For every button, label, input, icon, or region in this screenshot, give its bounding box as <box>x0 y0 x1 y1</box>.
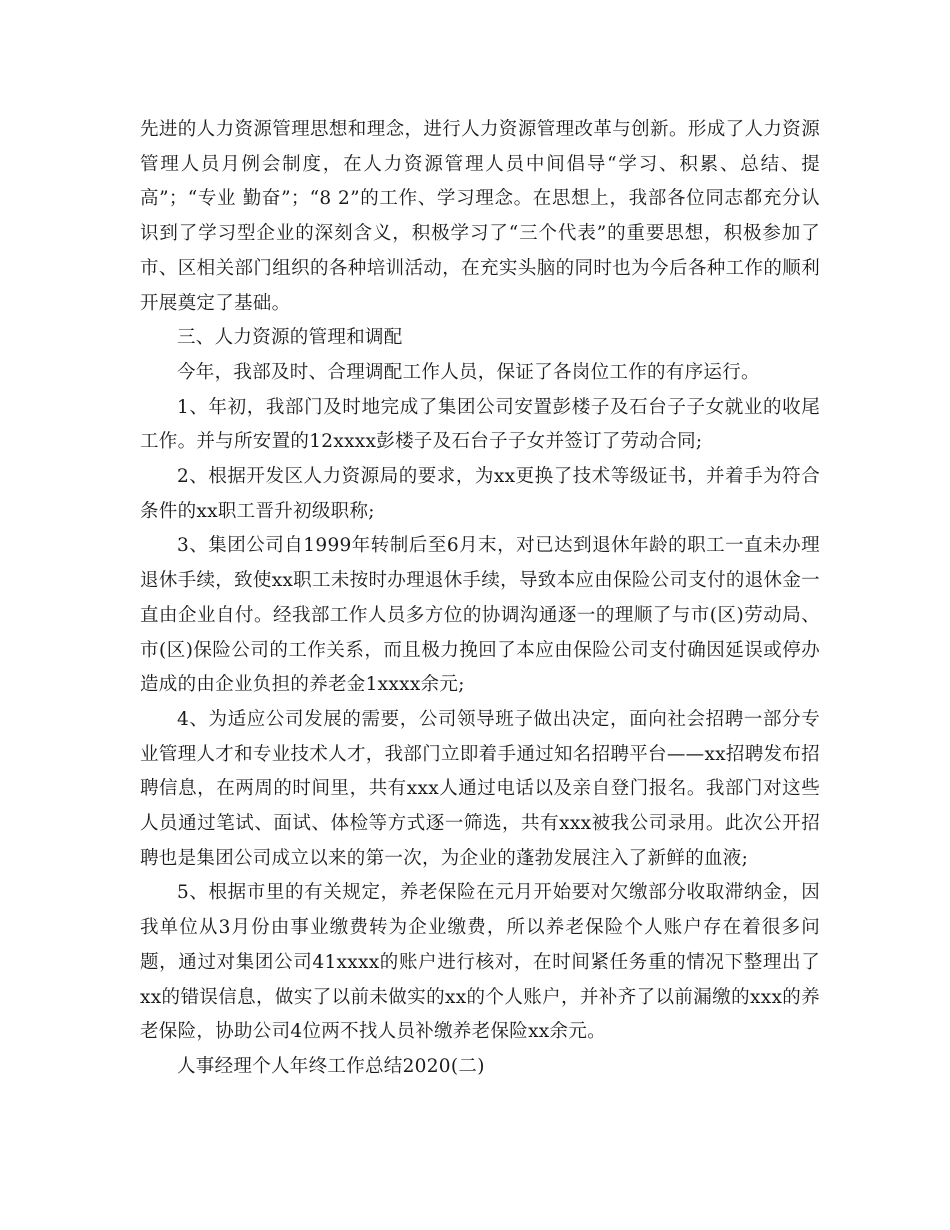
list-item-4: 4、为适应公司发展的需要，公司领导班子做出决定，面向社会招聘一部分专业管理人才和专业技术人才，我部门立即着手通过知名招聘平台——xx招聘发布招聘信息，在两周的时间里，共有xxx人通过电话以及亲自登门报名。我部门对这些人员通过笔试、面试、体检等方式逐一筛选，共有xxx被我公司录用。此次公开招聘也是集团公司成立以来的第一次，为企业的蓬勃发展注入了新鲜的血液; <box>140 708 820 869</box>
list-item-1: 1、年初，我部门及时地完成了集团公司安置彭楼子及石台子子女就业的收尾工作。并与所安置的12xxxx彭楼子及石台子子女并签订了劳动合同; <box>140 396 820 453</box>
paragraph-1: 先进的人力资源管理思想和理念，进行人力资源管理改革与创新。形成了人力资源管理人员月例会制度，在人力资源管理人员中间倡导“学习、积累、总结、提高”；“专业 勤奋”；“8 2”的工作、学习理念。在思想上，我部各位同志都充分认识到了学习型企业的深刻含义，积极学习了“三个代表”的重要思想，积极参加了市、区相关部门组织的各种培训活动，在充实头脑的同时也为今后各种工作的顺利开展奠定了基础。 <box>140 119 820 314</box>
section-heading: 三、人力资源的管理和调配 <box>177 327 403 349</box>
next-section-title: 人事经理个人年终工作总结2020(二) <box>177 1055 485 1077</box>
paragraph-2: 今年，我部及时、合理调配工作人员，保证了各岗位工作的有序运行。 <box>177 361 760 383</box>
list-item-2: 2、根据开发区人力资源局的要求，为xx更换了技术等级证书，并着手为符合条件的xx职工晋升初级职称; <box>140 466 820 522</box>
document-body <box>140 113 820 1085</box>
list-item-3: 3、集团公司自1999年转制后至6月末，对已达到退休年龄的职工一直未办理退休手续，致使xx职工未按时办理退休手续，导致本应由保险公司支付的退休金一直由企业自付。经我部工作人员多方位的协调沟通逐一的理顺了与市(区)劳动局、市(区)保险公司的工作关系，而且极力挽回了本应由保险公司支付确因延误或停办造成的由企业负担的养老金1xxxx余元; <box>140 535 820 696</box>
list-item-5: 5、根据市里的有关规定，养老保险在元月开始要对欠缴部分收取滞纳金，因我单位从3月份由事业缴费转为企业缴费，所以养老保险个人账户存在着很多问题，通过对集团公司41xxxx的账户进行核对，在时间紧任务重的情况下整理出了xx的错误信息，做实了以前未做实的xx的个人账户，并补齐了以前漏缴的xxx的养老保险，协助公司4位两不找人员补缴养老保险xx余元。 <box>140 882 820 1043</box>
